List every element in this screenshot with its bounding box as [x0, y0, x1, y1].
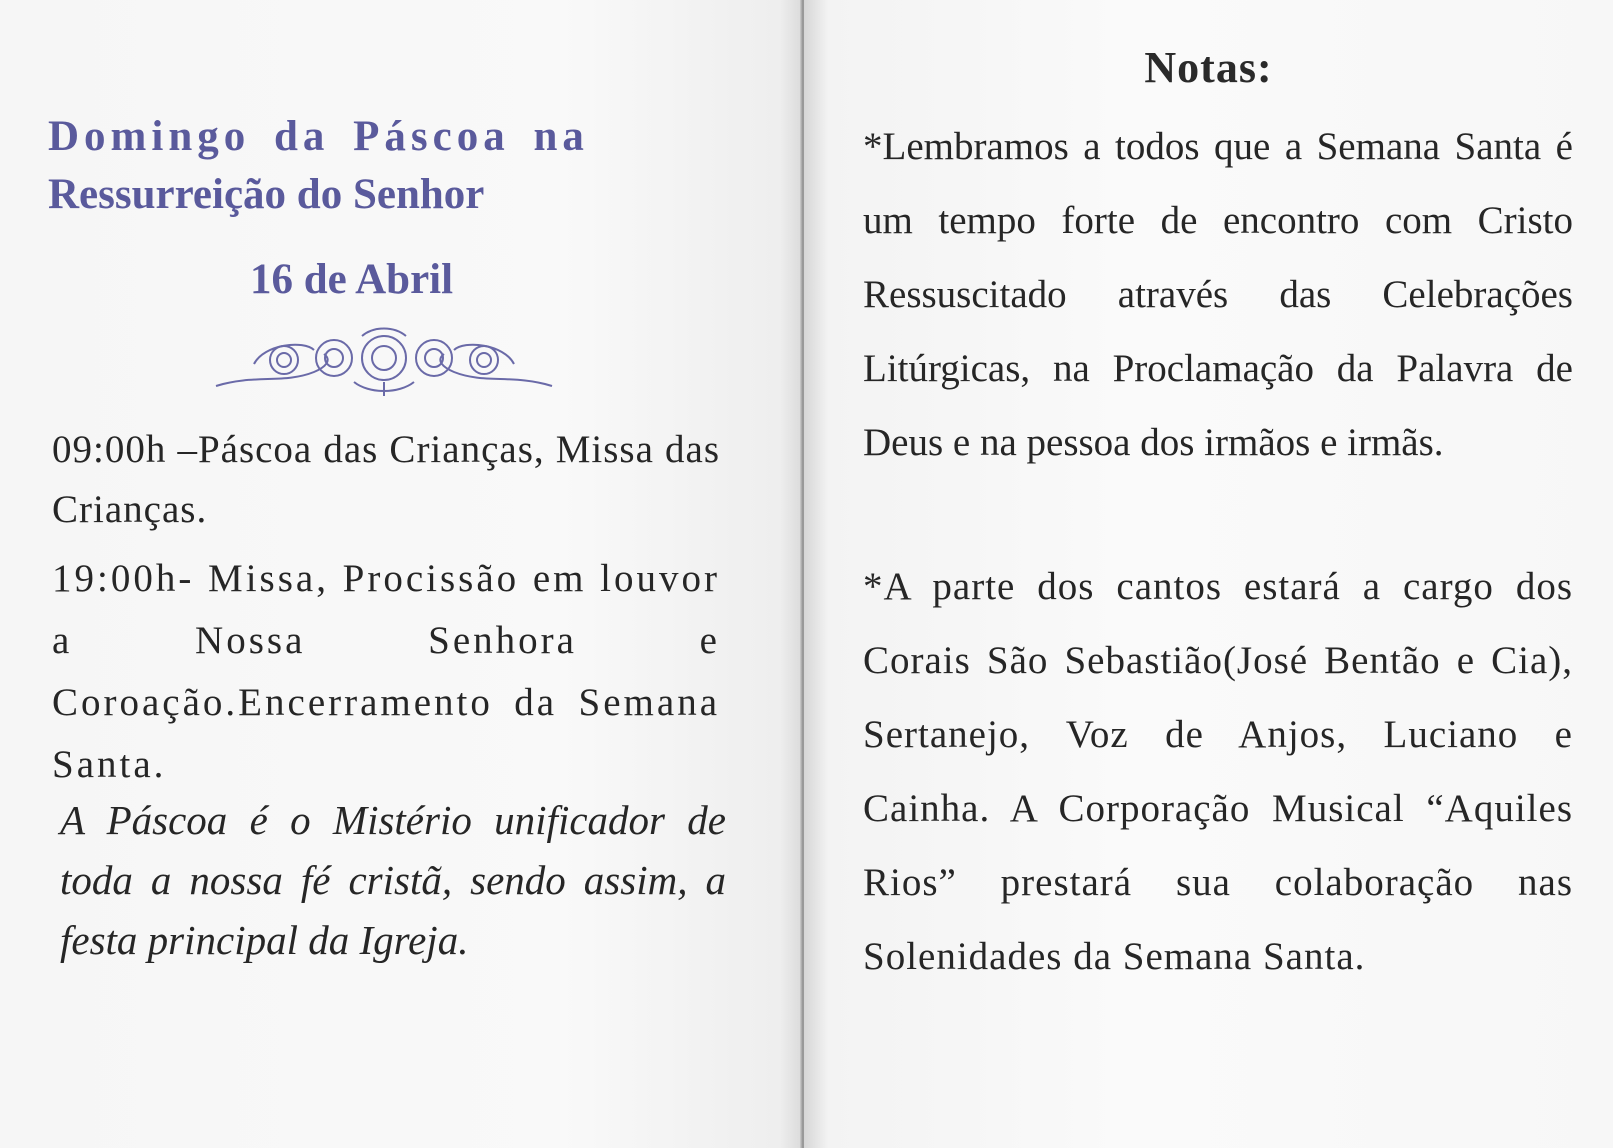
left-page: [0, 0, 804, 1148]
right-page: [804, 0, 1613, 1148]
schedule-morning: 09:00h –Páscoa das Crianças, Missa das Crianças.: [52, 428, 720, 531]
note-holy-week: *Lembramos a todos que a Semana Santa é um tempo forte de encontro com Cristo Ressuscitado através das Celebrações Litúrgicas, na Proclamação da Palavra de Deus e na pessoa dos irmãos e irmãs.: [863, 125, 1573, 464]
note-music: *A parte dos cantos estará a cargo dos Corais São Sebastião(José Bentão e Cia), Sertanejo, Voz de Anjos, Luciano e Cainha. A Corporação Musical “Aquiles Rios” prestará sua colaboração nas Solenidades da Semana Santa.: [863, 565, 1573, 978]
easter-quote: A Páscoa é o Mistério unificador de toda a nossa fé cristã, sendo assim, a festa principal da Igreja.: [60, 797, 726, 963]
flourish-ornament-icon: [214, 324, 554, 404]
title-line-1: Domingo da Páscoa na: [48, 113, 589, 160]
notes-title: Notas:: [1144, 43, 1273, 92]
date-heading: 16 de Abril: [250, 256, 454, 303]
schedule-evening: 19:00h- Missa, Procissão em louvor a Nossa Senhora e Coroação.Encerramento da Semana Santa.: [52, 557, 720, 786]
title-line-2: Ressurreição do Senhor: [48, 171, 485, 218]
